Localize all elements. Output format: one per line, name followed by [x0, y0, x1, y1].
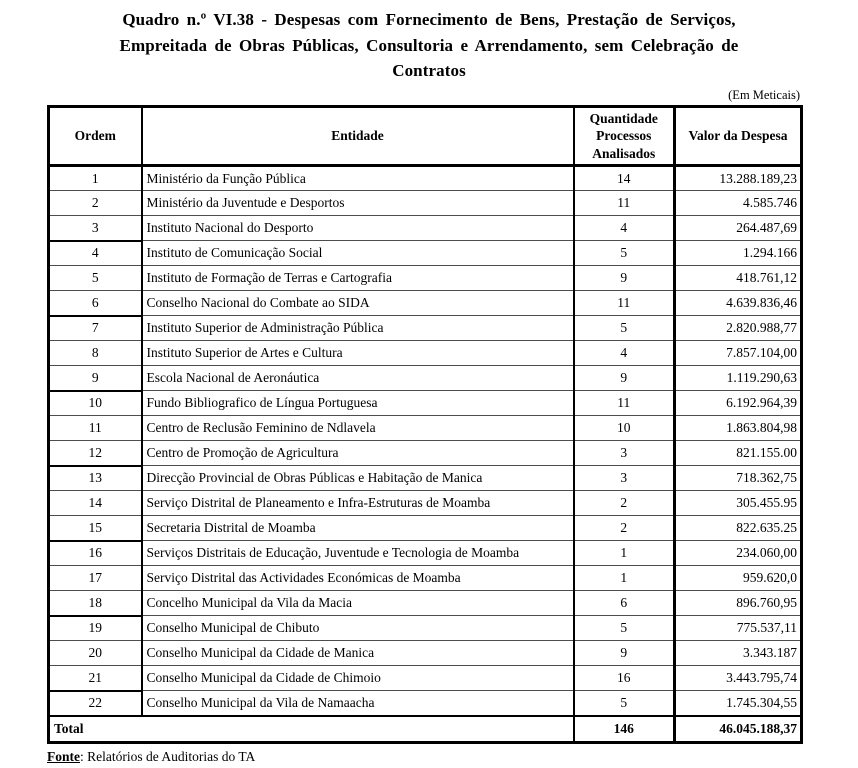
header-valor: Valor da Despesa — [675, 106, 802, 166]
ordem-cell: 10 — [49, 391, 142, 416]
expense-value-cell: 1.119.290,63 — [675, 366, 802, 391]
header-entidade: Entidade — [142, 106, 574, 166]
entity-cell: Conselho Nacional do Combate ao SIDA — [142, 291, 574, 316]
expense-value-cell: 7.857.104,00 — [675, 341, 802, 366]
source-note — [47, 749, 858, 765]
total-process-count-cell: 146 — [574, 716, 675, 743]
table-row — [49, 266, 802, 291]
table-row — [49, 291, 802, 316]
process-count-cell: 11 — [574, 291, 675, 316]
process-count-cell: 4 — [574, 216, 675, 241]
expense-value-cell: 3.343.187 — [675, 641, 802, 666]
process-count-cell: 2 — [574, 491, 675, 516]
table-body — [49, 166, 802, 716]
table-row — [49, 316, 802, 341]
ordem-cell: 1 — [49, 166, 142, 191]
table-row — [49, 466, 802, 491]
ordem-cell: 5 — [49, 266, 142, 291]
expense-value-cell: 13.288.189,23 — [675, 166, 802, 191]
expense-value-cell: 1.294.166 — [675, 241, 802, 266]
expense-value-cell: 959.620,0 — [675, 566, 802, 591]
ordem-cell: 12 — [49, 441, 142, 466]
entity-cell: Conselho Municipal da Cidade de Chimoio — [142, 666, 574, 691]
process-count-cell: 3 — [574, 466, 675, 491]
expense-value-cell: 1.745.304,55 — [675, 691, 802, 716]
table-row — [49, 616, 802, 641]
source-label: Fonte — [47, 749, 80, 765]
ordem-cell: 2 — [49, 191, 142, 216]
process-count-cell: 5 — [574, 241, 675, 266]
table-row — [49, 391, 802, 416]
entity-cell: Serviço Distrital de Planeamento e Infra-Estruturas de Moamba — [142, 491, 574, 516]
entity-cell: Centro de Promoção de Agricultura — [142, 441, 574, 466]
expense-value-cell: 4.585.746 — [675, 191, 802, 216]
process-count-cell: 2 — [574, 516, 675, 541]
table-row — [49, 566, 802, 591]
table-row — [49, 516, 802, 541]
ordem-cell: 7 — [49, 316, 142, 341]
entity-cell: Serviços Distritais de Educação, Juventude e Tecnologia de Moamba — [142, 541, 574, 566]
entity-cell: Instituto Superior de Administração Pública — [142, 316, 574, 341]
expense-value-cell: 718.362,75 — [675, 466, 802, 491]
process-count-cell: 3 — [574, 441, 675, 466]
expense-value-cell: 896.760,95 — [675, 591, 802, 616]
title-line-3: Contratos — [392, 61, 466, 80]
expense-value-cell: 822.635.25 — [675, 516, 802, 541]
process-count-cell: 9 — [574, 641, 675, 666]
entity-cell: Direcção Provincial de Obras Públicas e Habitação de Manica — [142, 466, 574, 491]
process-count-cell: 9 — [574, 366, 675, 391]
process-count-cell: 14 — [574, 166, 675, 191]
header-ordem: Ordem — [49, 106, 142, 166]
table-row — [49, 591, 802, 616]
expense-value-cell: 234.060,00 — [675, 541, 802, 566]
entity-cell: Instituto Superior de Artes e Cultura — [142, 341, 574, 366]
entity-cell: Ministério da Função Pública — [142, 166, 574, 191]
entity-cell: Concelho Municipal da Vila da Macia — [142, 591, 574, 616]
ordem-cell: 17 — [49, 566, 142, 591]
entity-cell: Centro de Reclusão Feminino de Ndlavela — [142, 416, 574, 441]
process-count-cell: 9 — [574, 266, 675, 291]
process-count-cell: 1 — [574, 541, 675, 566]
entity-cell: Secretaria Distrital de Moamba — [142, 516, 574, 541]
ordem-cell: 8 — [49, 341, 142, 366]
process-count-cell: 5 — [574, 316, 675, 341]
process-count-cell: 6 — [574, 591, 675, 616]
total-label-cell: Total — [49, 716, 574, 743]
expense-value-cell: 775.537,11 — [675, 616, 802, 641]
process-count-cell: 1 — [574, 566, 675, 591]
document-title — [0, 0, 858, 84]
expenses-table — [47, 105, 803, 745]
ordem-cell: 4 — [49, 241, 142, 266]
entity-cell: Instituto de Comunicação Social — [142, 241, 574, 266]
ordem-cell: 16 — [49, 541, 142, 566]
entity-cell: Escola Nacional de Aeronáutica — [142, 366, 574, 391]
expense-value-cell: 4.639.836,46 — [675, 291, 802, 316]
process-count-cell: 11 — [574, 391, 675, 416]
table-row — [49, 216, 802, 241]
expense-value-cell: 2.820.988,77 — [675, 316, 802, 341]
ordem-cell: 9 — [49, 366, 142, 391]
ordem-cell: 14 — [49, 491, 142, 516]
title-line-2: Empreitada de Obras Públicas, Consultoria e Arrendamento, sem Celebração de — [119, 35, 739, 55]
title-line-1: Quadro n.º VI.38 - Despesas com Fornecimento de Bens, Prestação de Serviços, — [122, 10, 736, 29]
ordem-cell: 6 — [49, 291, 142, 316]
table-row — [49, 691, 802, 716]
ordem-cell: 18 — [49, 591, 142, 616]
expense-value-cell: 3.443.795,74 — [675, 666, 802, 691]
table-row — [49, 416, 802, 441]
table-row — [49, 541, 802, 566]
ordem-cell: 22 — [49, 691, 142, 716]
process-count-cell: 5 — [574, 616, 675, 641]
expense-value-cell: 305.455.95 — [675, 491, 802, 516]
total-row — [49, 716, 802, 743]
ordem-cell: 15 — [49, 516, 142, 541]
header-row — [49, 106, 802, 166]
table-row — [49, 166, 802, 191]
entity-cell: Serviço Distrital das Actividades Económicas de Moamba — [142, 566, 574, 591]
table-row — [49, 241, 802, 266]
process-count-cell: 16 — [574, 666, 675, 691]
process-count-cell: 4 — [574, 341, 675, 366]
expense-value-cell: 821.155.00 — [675, 441, 802, 466]
table-row — [49, 191, 802, 216]
ordem-cell: 21 — [49, 666, 142, 691]
entity-cell: Conselho Municipal da Vila de Namaacha — [142, 691, 574, 716]
header-quantidade: Quantidade Processos Analisados — [574, 106, 675, 166]
source-text: : Relatórios de Auditorias do TA — [80, 749, 256, 765]
total-expense-value-cell: 46.045.188,37 — [675, 716, 802, 743]
entity-cell: Instituto Nacional do Desporto — [142, 216, 574, 241]
table-row — [49, 341, 802, 366]
table-row — [49, 491, 802, 516]
expense-value-cell: 6.192.964,39 — [675, 391, 802, 416]
expense-value-cell: 1.863.804,98 — [675, 416, 802, 441]
entity-cell: Ministério da Juventude e Desportos — [142, 191, 574, 216]
expense-value-cell: 264.487,69 — [675, 216, 802, 241]
process-count-cell: 5 — [574, 691, 675, 716]
ordem-cell: 11 — [49, 416, 142, 441]
table-row — [49, 441, 802, 466]
process-count-cell: 11 — [574, 191, 675, 216]
expense-value-cell: 418.761,12 — [675, 266, 802, 291]
entity-cell: Fundo Bibliografico de Língua Portuguesa — [142, 391, 574, 416]
ordem-cell: 3 — [49, 216, 142, 241]
entity-cell: Instituto de Formação de Terras e Cartografia — [142, 266, 574, 291]
process-count-cell: 10 — [574, 416, 675, 441]
entity-cell: Conselho Municipal de Chibuto — [142, 616, 574, 641]
ordem-cell: 19 — [49, 616, 142, 641]
table-row — [49, 641, 802, 666]
currency-note: (Em Meticais) — [728, 87, 800, 102]
ordem-cell: 13 — [49, 466, 142, 491]
table-row — [49, 366, 802, 391]
entity-cell: Conselho Municipal da Cidade de Manica — [142, 641, 574, 666]
table-row — [49, 666, 802, 691]
ordem-cell: 20 — [49, 641, 142, 666]
